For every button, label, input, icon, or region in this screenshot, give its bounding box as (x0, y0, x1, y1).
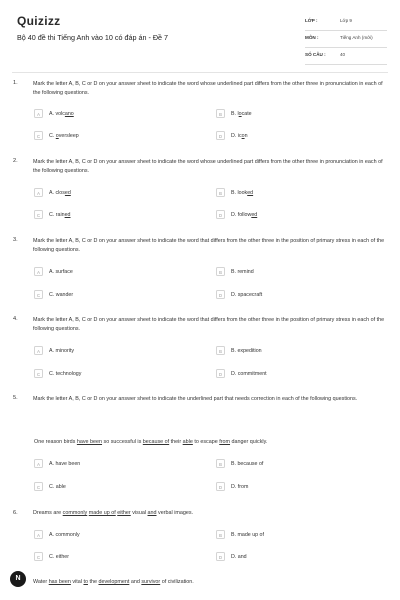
option-pre: B. look (231, 189, 248, 196)
option-pre: B. remind (231, 268, 254, 275)
option-pre: D. from (231, 483, 249, 490)
meta-value: 40 (340, 52, 346, 57)
option-letter-box: A (34, 346, 43, 355)
question-text: Mark the letter A, B, C or D on your answer sheet to indicate the underlined part that needs correction in each of the following questions. (33, 396, 358, 402)
option-underlined: o (238, 110, 242, 117)
option-text (49, 212, 71, 218)
option-text (49, 190, 71, 196)
option-letter-box: D (216, 290, 225, 299)
sentence-part: the (87, 579, 99, 585)
option-letter-box: C (34, 290, 43, 299)
sentence-part: so successful is (102, 439, 143, 445)
sentence-part: to escape (192, 439, 220, 445)
option-letter-box: B (216, 109, 225, 118)
option-pre: A. have been (49, 460, 81, 467)
option-letter-box: C (34, 482, 43, 491)
option-letter-box: A (34, 530, 43, 539)
worksheet-header (0, 0, 400, 70)
option-text (49, 292, 73, 298)
sentence-underlined: development (98, 579, 130, 585)
sentence-underlined: survivor (141, 579, 161, 585)
sentence-underlined: able (182, 439, 193, 445)
option-pre: A. clos (49, 189, 65, 196)
meta-value: Tiếng Anh (mới) (340, 35, 373, 40)
page-title: Bộ 40 đề thi Tiếng Anh vào 10 có đáp án - Đề 7 (17, 33, 169, 42)
question-number: 3. (13, 237, 18, 243)
option-underlined: ed (251, 211, 258, 218)
sentence-part: danger quickly. (230, 439, 268, 445)
option-text (49, 554, 69, 560)
meta-row-subject (305, 31, 387, 48)
option-pre: A. commonly (49, 531, 80, 538)
question-text: Mark the letter A, B, C or D on your answer sheet to indicate the word whose underlined part differs from the other three in pronunciation in each of the following questions. (33, 81, 383, 96)
sentence-underlined: have been (76, 439, 103, 445)
option-letter-box: C (34, 369, 43, 378)
option-letter-box: A (34, 267, 43, 276)
meta-value: Lớp 9 (340, 18, 352, 23)
sentence-part: One reason birds (34, 439, 77, 445)
option-underlined: ed (64, 189, 71, 196)
quizizz-logo: Quizizz (17, 14, 61, 28)
option-text (49, 484, 66, 490)
option-pre: C. rain (49, 211, 65, 218)
question-number: 6. (13, 510, 18, 516)
option-letter-box: C (34, 210, 43, 219)
option-post: cate (241, 110, 252, 117)
option-text (231, 133, 248, 139)
option-text (231, 371, 267, 377)
option-text (49, 269, 73, 275)
option-underlined: o (55, 132, 59, 139)
meta-row-count (305, 48, 387, 65)
option-letter-box: D (216, 369, 225, 378)
sentence-part: and (129, 579, 142, 585)
sentence-underlined: from (219, 439, 231, 445)
option-text (231, 111, 252, 117)
option-text (231, 461, 263, 467)
option-pre: A. minority (49, 347, 75, 354)
option-pre: C. either (49, 553, 70, 560)
option-pre: D. ic (231, 132, 242, 139)
option-letter-box: D (216, 552, 225, 561)
option-text (49, 348, 74, 354)
sentence-underlined: commonly (62, 510, 88, 516)
option-pre: A. surface (49, 268, 73, 275)
question-7-sentence (33, 579, 393, 585)
question-number: 2. (13, 158, 18, 164)
meta-key: MÔN : (305, 35, 319, 40)
option-pre: D. and (231, 553, 247, 560)
option-underlined: ano (64, 110, 74, 117)
meta-key: LỚP : (305, 18, 318, 23)
option-pre: B. expedition (231, 347, 262, 354)
meta-key: SỐ CÂU : (305, 52, 326, 57)
question-number: 1. (13, 80, 18, 86)
option-text (49, 111, 74, 117)
option-post: versleep (58, 132, 79, 139)
option-underlined: ed (247, 189, 254, 196)
meta-table (305, 14, 387, 65)
option-text (231, 292, 262, 298)
question-sentence (34, 439, 394, 445)
option-underlined: o (241, 132, 245, 139)
question-number: 4. (13, 316, 18, 322)
option-letter-box: A (34, 188, 43, 197)
header-divider (12, 72, 388, 73)
option-letter-box: B (216, 346, 225, 355)
n-badge[interactable]: N (10, 571, 26, 587)
sentence-underlined: made up of (88, 510, 116, 516)
question-text: Mark the letter A, B, C or D on your answer sheet to indicate the word that differs from the other three in the position of primary stress in each of the following questions. (33, 317, 385, 332)
sentence-part: vital (70, 579, 84, 585)
option-text (231, 348, 262, 354)
option-pre: D. spacecraft (231, 291, 263, 298)
option-text (231, 190, 253, 196)
sentence-underlined: to (83, 579, 88, 585)
option-letter-box: B (216, 188, 225, 197)
option-text (231, 484, 248, 490)
option-letter-box: D (216, 482, 225, 491)
option-pre: C. (49, 132, 56, 139)
sentence-underlined: has been (48, 579, 71, 585)
option-text (231, 532, 264, 538)
option-text (231, 212, 257, 218)
option-pre: C. able (49, 483, 66, 490)
sentence-part: Dreams are (33, 510, 63, 516)
option-pre: C. wander (49, 291, 74, 298)
option-pre: D. commitment (231, 370, 267, 377)
meta-row-class (305, 14, 387, 31)
option-letter-box: A (34, 459, 43, 468)
option-text (49, 532, 80, 538)
option-letter-box: C (34, 131, 43, 140)
sentence-part: their (169, 439, 183, 445)
option-pre: A. volc (49, 110, 65, 117)
option-post: n (244, 132, 248, 139)
option-text (231, 269, 254, 275)
question-text: Mark the letter A, B, C or D on your answer sheet to indicate the word that differs from the other three in the position of primary stress in each of the following questions. (33, 238, 385, 253)
option-letter-box: B (216, 530, 225, 539)
option-pre: D. follow (231, 211, 252, 218)
question-sentence (33, 510, 393, 516)
sentence-underlined: because of (142, 439, 170, 445)
option-letter-box: B (216, 267, 225, 276)
question-text: Mark the letter A, B, C or D on your answer sheet to indicate the word whose underlined part differs from the other three in pronunciation in each of the following questions. (33, 159, 383, 174)
sentence-part: visual (130, 510, 148, 516)
option-letter-box: A (34, 109, 43, 118)
sentence-part: Water (33, 579, 49, 585)
question-number: 5. (13, 395, 18, 401)
option-underlined: ed (64, 211, 71, 218)
option-pre: B. l (231, 110, 239, 117)
sentence-part: of civilization. (160, 579, 194, 585)
option-letter-box: C (34, 552, 43, 561)
option-text (49, 133, 79, 139)
sentence-underlined: either (117, 510, 131, 516)
sentence-part: verbal images. (156, 510, 194, 516)
option-letter-box: B (216, 459, 225, 468)
option-pre: B. made up of (231, 531, 264, 538)
option-letter-box: D (216, 131, 225, 140)
option-pre: B. because of (231, 460, 264, 467)
sentence-underlined: and (147, 510, 157, 516)
option-text (49, 371, 81, 377)
option-pre: C. technology (49, 370, 82, 377)
option-letter-box: D (216, 210, 225, 219)
option-text (231, 554, 247, 560)
option-text (49, 461, 80, 467)
